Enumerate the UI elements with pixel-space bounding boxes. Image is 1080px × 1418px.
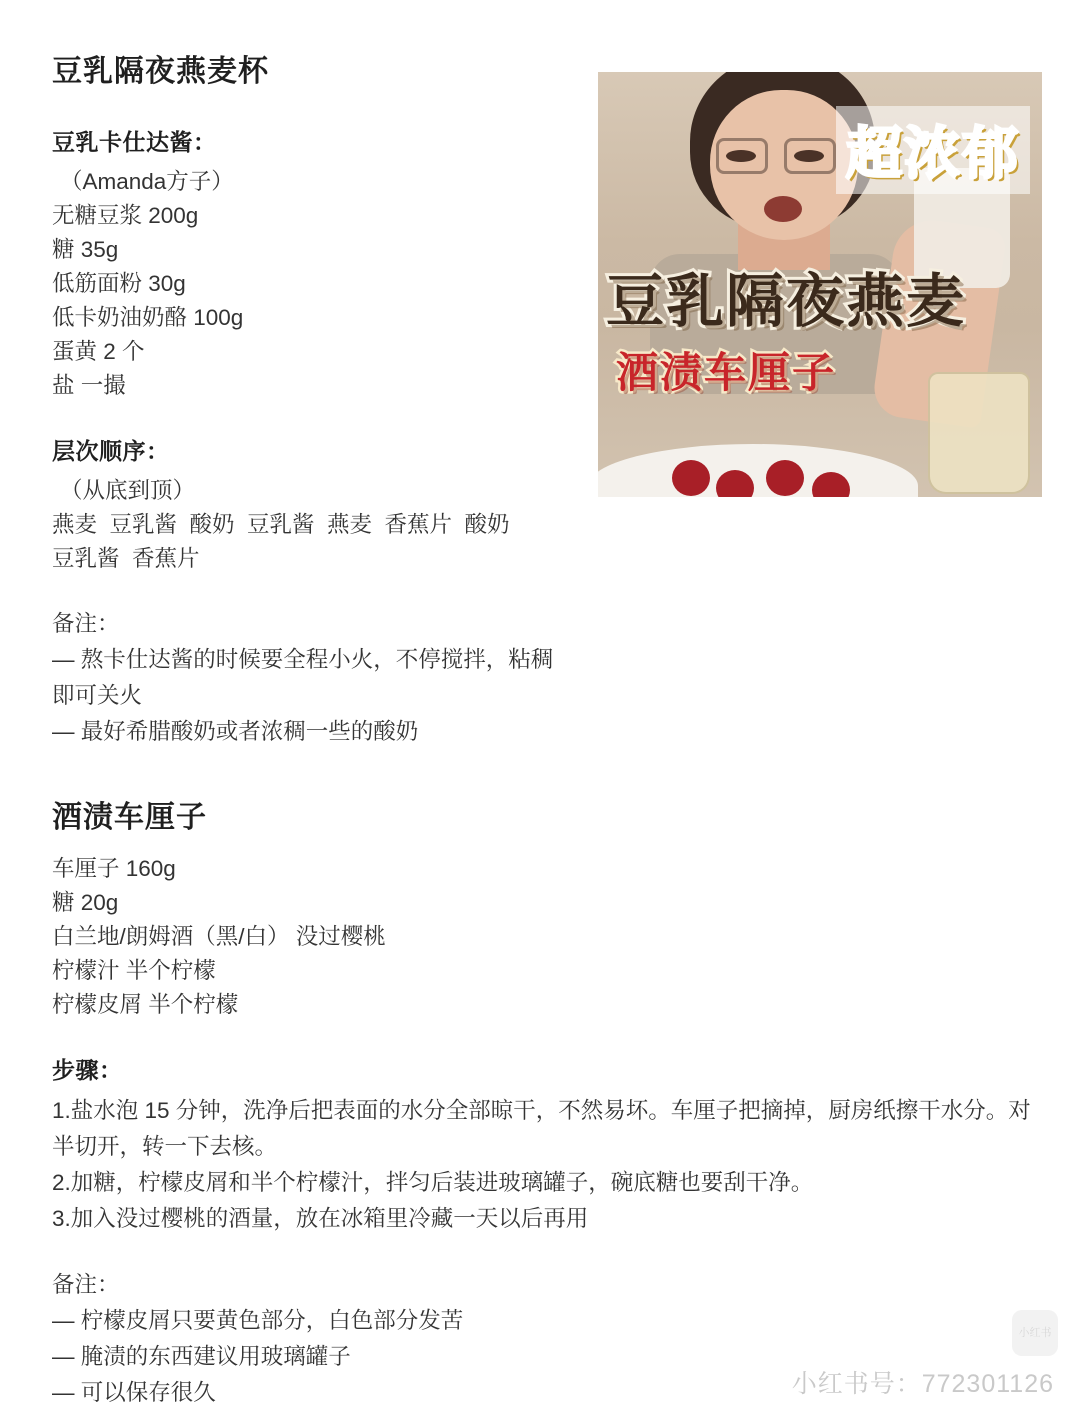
photo-person-mouth: [764, 196, 802, 222]
recipe1-ingredient-item: 蛋黄 2 个: [52, 339, 145, 364]
recipe2-step-item: 3.加入没过樱桃的酒量，放在冰箱里冷藏一天以后再用: [52, 1206, 589, 1231]
photo-cherry: [672, 460, 710, 496]
photo-jar: [928, 372, 1030, 494]
recipe2-steps: [52, 1052, 1042, 1237]
recipe1-ingredient-item: 糖 35g: [52, 237, 119, 262]
photo-overlay-top-text: 超浓郁: [836, 106, 1030, 194]
recipe1-notes: [52, 606, 572, 750]
recipe2-title: 酒渍车厘子: [52, 801, 207, 834]
xiaohongshu-logo-watermark: 小红书: [1012, 1310, 1058, 1356]
recipe1-note-item: — 最好希腊酸奶或者浓稠一些的酸奶: [52, 719, 419, 744]
recipe2-ingredient-item: 柠檬皮屑 半个柠檬: [52, 992, 239, 1017]
recipe-section-boozy-cherries: [52, 800, 1042, 1411]
recipe1-layer-line: 豆乳酱 香蕉片: [52, 546, 200, 571]
recipe2-ingredient-item: 糖 20g: [52, 890, 119, 915]
recipe2-ingredient-item: 白兰地/朗姆酒（黑/白） 没过樱桃: [52, 924, 386, 949]
recipe1-layers-note: （从底到顶）: [60, 478, 196, 503]
recipe-section-soy-oats: [52, 54, 572, 750]
photo-cherry: [766, 460, 804, 496]
recipe1-ingredients-heading: 豆乳卡仕达酱：: [52, 129, 217, 155]
recipe1-layers-heading: 层次顺序：: [52, 438, 170, 464]
recipe1-note-item: — 熬卡仕达酱的时候要全程小火，不停搅拌，粘稠即可关火: [52, 647, 554, 708]
recipe2-note-item: — 腌渍的东西建议用玻璃罐子: [52, 1344, 351, 1369]
photo-overlay-main-text: 豆乳隔夜燕麦: [606, 269, 967, 334]
recipe2-note-item: — 可以保存很久: [52, 1380, 216, 1405]
recipe1-notes-heading: 备注：: [52, 611, 120, 636]
recipe1-ingredient-item: 低筋面粉 30g: [52, 271, 186, 296]
photo-glasses-left: [716, 138, 768, 174]
recipe2-step-item: 2.加糖，柠檬皮屑和半个柠檬汁，拌匀后装进玻璃罐子，碗底糖也要刮干净。: [52, 1170, 814, 1195]
recipe-photo: [598, 72, 1042, 497]
xiaohongshu-id-watermark: 小红书号：772301126: [791, 1370, 1054, 1398]
recipe2-ingredient-item: 柠檬汁 半个柠檬: [52, 958, 216, 983]
recipe2-notes-heading: 备注：: [52, 1272, 120, 1297]
recipe2-step-item: 1.盐水泡 15 分钟，洗净后把表面的水分全部晾干，不然易坏。车厘子把摘掉，厨房纸擦干水分。对半切开，转一下去核。: [52, 1098, 1031, 1159]
photo-glasses-right: [784, 138, 836, 174]
photo-overlay-sub-text: 酒渍车厘子: [616, 349, 837, 396]
recipe2-steps-heading: 步骤：: [52, 1057, 123, 1083]
recipe1-ingredient-item: 无糖豆浆 200g: [52, 203, 199, 228]
recipe1-layer-line: 燕麦 豆乳酱 酸奶 豆乳酱 燕麦 香蕉片 酸奶: [52, 512, 510, 537]
recipe2-ingredient-item: 车厘子 160g: [52, 856, 176, 881]
recipe1-title: 豆乳隔夜燕麦杯: [52, 55, 269, 88]
recipe1-ingredient-item: 低卡奶油奶酪 100g: [52, 305, 244, 330]
recipe1-ingredient-item: 盐 一撮: [52, 373, 126, 398]
recipe2-note-item: — 柠檬皮屑只要黄色部分，白色部分发苦: [52, 1308, 464, 1333]
recipe1-ingredients-note: （Amanda方子）: [60, 169, 234, 194]
